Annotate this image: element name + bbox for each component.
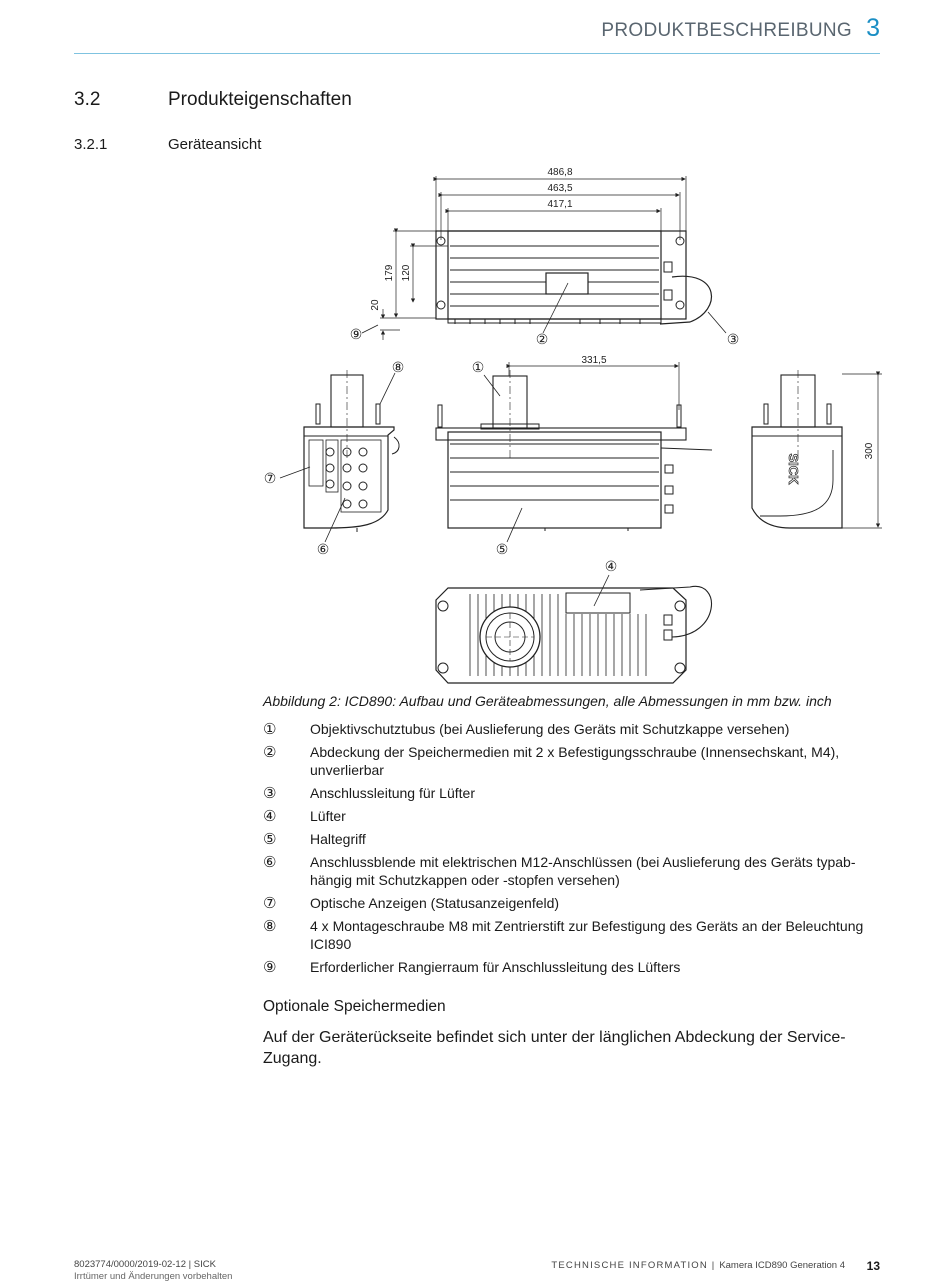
legend-item: [263, 830, 883, 848]
dim-label: 486,8: [547, 167, 573, 178]
legend-marker: ④: [263, 807, 277, 825]
legend-marker: ⑧: [263, 917, 277, 935]
figure-legend: [263, 720, 883, 981]
dim-label: 300: [864, 442, 875, 460]
footer-disclaimer: Irrtümer und Änderungen vorbehalten: [74, 1271, 233, 1282]
callout-3: ③: [726, 331, 740, 347]
device-dimension-drawing: [255, 158, 885, 688]
legend-text: Abdeckung der Speichermedien mit 2 x Befestigungsschraube (Innensechskant, M4), unverlierbar: [310, 744, 840, 778]
callout-1: ①: [471, 359, 485, 375]
left-side-view: [280, 370, 399, 542]
callout-6: ⑥: [316, 541, 330, 557]
figure-caption: Abbildung 2: ICD890: Aufbau und Geräteabmessungen, alle Abmessungen in mm bzw. inch: [263, 693, 832, 709]
legend-item: [263, 958, 883, 976]
callout-markers: [264, 326, 740, 574]
subheading: Optionale Speichermedien: [263, 998, 446, 1015]
dim-label: 463,5: [547, 183, 573, 194]
footer-center: TECHNISCHE INFORMATION | Kamera ICD890 Generation 4: [551, 1260, 845, 1271]
footer-product: Kamera ICD890 Generation 4: [719, 1260, 845, 1271]
callout-9: ⑨: [349, 326, 363, 342]
legend-text: Objektivschutztubus (bei Auslieferung des Geräts mit Schutzkappe versehen): [310, 721, 790, 737]
legend-marker: ②: [263, 743, 277, 761]
dim-label: 417,1: [547, 199, 573, 210]
top-view: [362, 167, 726, 340]
legend-marker: ①: [263, 720, 277, 738]
legend-item: [263, 894, 883, 912]
bottom-view: [436, 575, 711, 683]
legend-marker: ⑥: [263, 853, 277, 871]
front-view: [436, 355, 712, 542]
subsection-number: 3.2.1: [74, 136, 108, 153]
footer-doc-type: TECHNISCHE INFORMATION: [551, 1260, 708, 1271]
body-paragraph: Auf der Geräterückseite befindet sich unter der länglichen Abdeckung der Service-Zugang.: [263, 1029, 846, 1067]
legend-text: Optische Anzeigen (Statusanzeigenfeld): [310, 895, 560, 911]
legend-item: [263, 853, 883, 889]
legend-item: [263, 807, 883, 825]
header-rule: [74, 53, 880, 54]
section-title: Produkteigenschaften: [168, 89, 352, 110]
dim-label: 20: [370, 299, 381, 311]
legend-item: [263, 784, 883, 802]
dim-label: 120: [401, 264, 412, 282]
legend-item: [263, 720, 883, 738]
legend-item: [263, 743, 883, 779]
callout-4: ④: [604, 558, 618, 574]
legend-marker: ⑦: [263, 894, 277, 912]
legend-text: 4 x Montageschraube M8 mit Zentrierstift zur Befestigung des Geräts an der Beleuchtung ICI890: [310, 918, 864, 952]
sick-logo: SICK: [786, 453, 801, 485]
legend-marker: ③: [263, 784, 277, 802]
section-number: 3.2: [74, 89, 101, 110]
footer-doc-id: 8023774/0000/2019-02-12 | SICK: [74, 1259, 216, 1270]
callout-2: ②: [535, 331, 549, 347]
legend-text: Anschlussblende mit elektrischen M12-Anschlüssen (bei Auslieferung des Geräts typabhängig mit Schutzkappen oder -stopfen versehen): [310, 854, 856, 888]
legend-text: Haltegriff: [310, 831, 366, 847]
running-header-title: PRODUKTBESCHREIBUNG: [601, 20, 852, 41]
legend-text: Anschlussleitung für Lüfter: [310, 785, 475, 801]
page-number: 13: [866, 1259, 880, 1273]
callout-7: ⑦: [263, 470, 277, 486]
legend-marker: ⑨: [263, 958, 277, 976]
legend-item: [263, 917, 883, 953]
subsection-title: Geräteansicht: [168, 136, 262, 153]
callout-8: ⑧: [391, 359, 405, 375]
callout-5: ⑤: [495, 541, 509, 557]
legend-marker: ⑤: [263, 830, 277, 848]
dim-label: 179: [384, 264, 395, 282]
right-side-view: [752, 370, 882, 528]
legend-text: Lüfter: [310, 808, 346, 824]
chapter-number: 3: [866, 14, 880, 42]
legend-text: Erforderlicher Rangierraum für Anschlussleitung des Lüfters: [310, 959, 681, 975]
dim-label: 331,5: [581, 355, 607, 366]
